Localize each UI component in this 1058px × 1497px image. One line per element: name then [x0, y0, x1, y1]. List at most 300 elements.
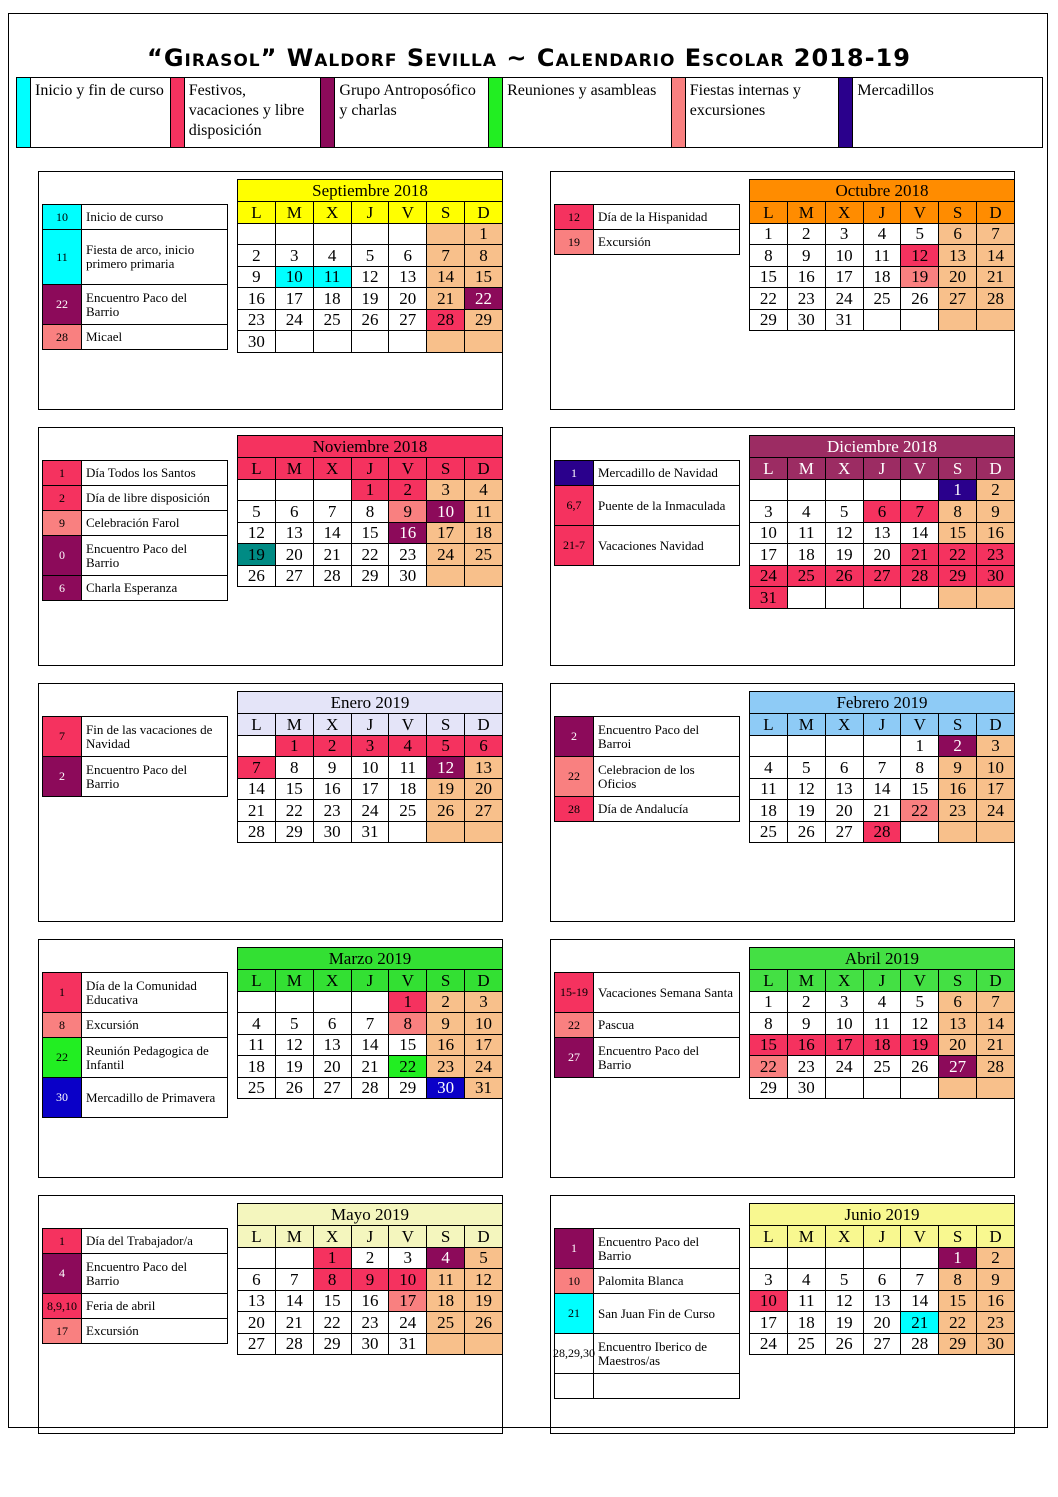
day-cell: 12 — [825, 522, 863, 544]
day-cell: 27 — [465, 800, 503, 822]
legend-swatch — [672, 78, 686, 147]
day-cell: 25 — [313, 309, 351, 331]
event-row — [554, 1294, 740, 1334]
event-day: 17 — [43, 1319, 81, 1343]
day-cell: 28 — [313, 565, 351, 587]
day-cell: 23 — [313, 800, 351, 822]
day-cell: 23 — [351, 1312, 389, 1334]
day-cell: 12 — [901, 1013, 939, 1035]
month-calendar — [749, 691, 1015, 843]
event-list — [554, 204, 740, 255]
empty-cell — [389, 331, 427, 353]
day-cell: 12 — [351, 266, 389, 288]
day-cell: 24 — [389, 1312, 427, 1334]
event-day: 22 — [43, 1038, 81, 1077]
weekday-header: L — [750, 202, 788, 224]
day-cell: 9 — [977, 501, 1015, 523]
day-cell: 14 — [901, 522, 939, 544]
weekday-header: V — [389, 202, 427, 224]
weekday-header: L — [238, 1226, 276, 1248]
day-cell: 11 — [787, 522, 825, 544]
event-label: San Juan Fin de Curso — [593, 1294, 739, 1333]
day-cell: 15 — [901, 778, 939, 800]
day-cell: 22 — [275, 800, 313, 822]
weekday-header: L — [750, 458, 788, 480]
event-day: 12 — [555, 205, 593, 229]
empty-cell — [238, 223, 276, 245]
day-cell: 6 — [275, 501, 313, 523]
month-panel — [38, 939, 503, 1178]
weekday-header: S — [939, 1226, 977, 1248]
day-cell: 2 — [313, 735, 351, 757]
day-cell: 13 — [939, 245, 977, 267]
day-cell: 8 — [939, 501, 977, 523]
day-cell: 12 — [238, 522, 276, 544]
weekday-header: D — [465, 202, 503, 224]
event-row — [42, 285, 228, 325]
day-cell: 17 — [977, 778, 1015, 800]
day-cell: 25 — [863, 1056, 901, 1078]
day-cell: 21 — [977, 1034, 1015, 1056]
weekday-header: S — [427, 202, 465, 224]
legend-swatch — [489, 78, 503, 147]
weekday-header: S — [939, 202, 977, 224]
day-cell: 30 — [427, 1077, 465, 1099]
weekday-header: J — [863, 202, 901, 224]
day-cell: 13 — [238, 1290, 276, 1312]
day-cell: 22 — [313, 1312, 351, 1334]
day-cell: 30 — [787, 1077, 825, 1099]
event-row — [554, 797, 740, 822]
day-cell: 15 — [351, 522, 389, 544]
day-cell: 18 — [863, 1034, 901, 1056]
event-row — [554, 526, 740, 566]
weekday-header: J — [351, 458, 389, 480]
day-cell: 9 — [351, 1269, 389, 1291]
weekday-header: V — [901, 970, 939, 992]
day-cell: 14 — [977, 245, 1015, 267]
day-cell: 27 — [825, 821, 863, 843]
empty-cell — [313, 991, 351, 1013]
day-cell: 25 — [750, 821, 788, 843]
day-cell: 14 — [863, 778, 901, 800]
day-cell: 16 — [427, 1034, 465, 1056]
day-cell: 17 — [389, 1290, 427, 1312]
event-label: Fiesta de arco, inicio primero primaria — [81, 230, 227, 284]
day-cell: 7 — [351, 1013, 389, 1035]
event-day: 28 — [43, 325, 81, 349]
event-day: 1 — [43, 461, 81, 485]
weekday-header: M — [787, 714, 825, 736]
weekday-header: J — [863, 458, 901, 480]
empty-cell — [863, 587, 901, 609]
day-cell: 27 — [238, 1333, 276, 1355]
month-calendar — [237, 947, 503, 1099]
day-cell: 11 — [787, 1290, 825, 1312]
empty-cell — [238, 991, 276, 1013]
month-panel — [550, 939, 1015, 1178]
day-cell: 2 — [389, 479, 427, 501]
day-cell: 21 — [863, 800, 901, 822]
day-cell: 10 — [427, 501, 465, 523]
empty-cell — [977, 821, 1015, 843]
day-cell: 4 — [313, 245, 351, 267]
day-cell: 20 — [939, 1034, 977, 1056]
day-cell: 11 — [238, 1034, 276, 1056]
event-label: Encuentro Paco del Barroi — [593, 717, 739, 756]
day-cell: 20 — [465, 778, 503, 800]
empty-cell — [901, 309, 939, 331]
day-cell: 24 — [750, 565, 788, 587]
event-day — [555, 1374, 593, 1398]
weekday-header: S — [939, 714, 977, 736]
weekday-header: M — [787, 970, 825, 992]
event-label: Encuentro Paco del Barrio — [81, 757, 227, 796]
day-cell: 20 — [939, 266, 977, 288]
empty-cell — [427, 1333, 465, 1355]
day-cell: 9 — [787, 245, 825, 267]
day-cell: 3 — [825, 991, 863, 1013]
day-cell: 21 — [427, 288, 465, 310]
day-cell: 10 — [351, 757, 389, 779]
day-cell: 8 — [901, 757, 939, 779]
event-row — [554, 1374, 740, 1399]
event-label: Día de Andalucía — [593, 797, 739, 821]
empty-cell — [275, 479, 313, 501]
empty-cell — [465, 1333, 503, 1355]
day-cell: 10 — [977, 757, 1015, 779]
day-cell: 21 — [901, 1312, 939, 1334]
event-day: 1 — [555, 1229, 593, 1268]
empty-cell — [787, 587, 825, 609]
day-cell: 28 — [863, 821, 901, 843]
day-cell: 12 — [901, 245, 939, 267]
day-cell: 7 — [901, 501, 939, 523]
event-list — [42, 460, 228, 601]
weekday-header: X — [825, 714, 863, 736]
day-cell: 9 — [238, 266, 276, 288]
weekday-header: D — [977, 970, 1015, 992]
event-row — [42, 717, 228, 757]
event-row — [42, 1319, 228, 1344]
event-row — [554, 973, 740, 1013]
day-cell: 21 — [351, 1056, 389, 1078]
empty-cell — [427, 223, 465, 245]
day-cell: 4 — [863, 991, 901, 1013]
day-cell: 13 — [465, 757, 503, 779]
legend-swatch — [321, 78, 335, 147]
day-cell: 8 — [275, 757, 313, 779]
event-day: 15-19 — [555, 973, 593, 1012]
day-cell: 28 — [977, 1056, 1015, 1078]
day-cell: 12 — [787, 778, 825, 800]
day-cell: 19 — [901, 266, 939, 288]
day-cell: 4 — [389, 735, 427, 757]
event-label: Celebración Farol — [81, 511, 227, 535]
event-label: Puente de la Inmaculada — [593, 486, 739, 525]
empty-cell — [750, 735, 788, 757]
event-label — [593, 1374, 739, 1398]
day-cell: 5 — [901, 223, 939, 245]
day-cell: 30 — [313, 821, 351, 843]
day-cell: 7 — [313, 501, 351, 523]
day-cell: 11 — [313, 266, 351, 288]
day-cell: 31 — [750, 587, 788, 609]
empty-cell — [351, 223, 389, 245]
month-title: Enero 2019 — [238, 692, 503, 714]
weekday-header: M — [275, 970, 313, 992]
event-row — [42, 757, 228, 797]
day-cell: 13 — [863, 522, 901, 544]
weekday-header: S — [939, 970, 977, 992]
event-day: 21-7 — [555, 526, 593, 565]
day-cell: 6 — [313, 1013, 351, 1035]
day-cell: 1 — [465, 223, 503, 245]
day-cell: 8 — [939, 1269, 977, 1291]
day-cell: 4 — [750, 757, 788, 779]
day-cell: 15 — [275, 778, 313, 800]
day-cell: 5 — [901, 991, 939, 1013]
day-cell: 9 — [389, 501, 427, 523]
day-cell: 15 — [313, 1290, 351, 1312]
weekday-header: S — [939, 458, 977, 480]
weekday-header: J — [351, 1226, 389, 1248]
month-title: Marzo 2019 — [238, 948, 503, 970]
empty-cell — [863, 479, 901, 501]
event-row — [42, 205, 228, 230]
event-list — [554, 460, 740, 566]
day-cell: 18 — [238, 1056, 276, 1078]
day-cell: 16 — [977, 522, 1015, 544]
day-cell: 27 — [863, 1333, 901, 1355]
day-cell: 8 — [389, 1013, 427, 1035]
empty-cell — [787, 1247, 825, 1269]
weekday-header: D — [465, 714, 503, 736]
legend-label: Festivos, vacaciones y libre disposición — [188, 82, 305, 139]
day-cell: 29 — [939, 1333, 977, 1355]
empty-cell — [238, 479, 276, 501]
weekday-header: M — [275, 202, 313, 224]
day-cell: 5 — [275, 1013, 313, 1035]
legend-item — [672, 78, 840, 147]
day-cell: 17 — [750, 1312, 788, 1334]
weekday-header: X — [825, 458, 863, 480]
event-label: Encuentro Iberico de Maestros/as — [593, 1334, 739, 1373]
legend-item — [321, 78, 489, 147]
empty-cell — [351, 991, 389, 1013]
event-row — [554, 1334, 740, 1374]
weekday-header: X — [825, 970, 863, 992]
weekday-header: J — [351, 714, 389, 736]
day-cell: 5 — [238, 501, 276, 523]
day-cell: 24 — [977, 800, 1015, 822]
day-cell: 26 — [465, 1312, 503, 1334]
day-cell: 19 — [351, 288, 389, 310]
event-row — [554, 205, 740, 230]
weekday-header: M — [275, 458, 313, 480]
day-cell: 3 — [275, 245, 313, 267]
day-cell: 29 — [939, 565, 977, 587]
day-cell: 23 — [977, 544, 1015, 566]
day-cell: 4 — [787, 1269, 825, 1291]
day-cell: 29 — [465, 309, 503, 331]
day-cell: 26 — [238, 565, 276, 587]
weekday-header: M — [787, 1226, 825, 1248]
empty-cell — [977, 309, 1015, 331]
day-cell: 18 — [313, 288, 351, 310]
day-cell: 3 — [351, 735, 389, 757]
weekday-header: S — [427, 1226, 465, 1248]
day-cell: 1 — [275, 735, 313, 757]
day-cell: 27 — [939, 288, 977, 310]
legend-label: Grupo Antroposófico y charlas — [339, 82, 476, 119]
day-cell: 3 — [750, 1269, 788, 1291]
day-cell: 26 — [427, 800, 465, 822]
day-cell: 7 — [275, 1269, 313, 1291]
event-row — [554, 230, 740, 255]
weekday-header: S — [427, 714, 465, 736]
day-cell: 1 — [351, 479, 389, 501]
day-cell: 12 — [275, 1034, 313, 1056]
month-title: Diciembre 2018 — [750, 436, 1015, 458]
day-cell: 16 — [939, 778, 977, 800]
day-cell: 22 — [939, 1312, 977, 1334]
weekday-header: L — [238, 970, 276, 992]
event-row — [42, 1229, 228, 1254]
day-cell: 2 — [238, 245, 276, 267]
weekday-header: L — [750, 970, 788, 992]
event-label: Celebracion de los Oficios — [593, 757, 739, 796]
weekday-header: J — [863, 714, 901, 736]
day-cell: 28 — [977, 288, 1015, 310]
empty-cell — [825, 1247, 863, 1269]
day-cell: 18 — [750, 800, 788, 822]
empty-cell — [427, 565, 465, 587]
day-cell: 2 — [977, 1247, 1015, 1269]
legend-swatch — [171, 78, 185, 147]
month-panel — [38, 1195, 503, 1434]
day-cell: 7 — [863, 757, 901, 779]
day-cell: 11 — [465, 501, 503, 523]
event-day: 19 — [555, 230, 593, 254]
weekday-header: L — [750, 714, 788, 736]
empty-cell — [465, 331, 503, 353]
event-label: Excursión — [593, 230, 739, 254]
event-day: 8,9,10 — [43, 1294, 81, 1318]
day-cell: 11 — [863, 1013, 901, 1035]
weekday-header: V — [389, 458, 427, 480]
day-cell: 21 — [977, 266, 1015, 288]
legend-label: Fiestas internas y excursiones — [689, 82, 801, 119]
day-cell: 16 — [389, 522, 427, 544]
event-row — [42, 1078, 228, 1118]
event-label: Micael — [81, 325, 227, 349]
day-cell: 9 — [787, 1013, 825, 1035]
day-cell: 25 — [863, 288, 901, 310]
weekday-header: X — [313, 458, 351, 480]
day-cell: 4 — [427, 1247, 465, 1269]
day-cell: 2 — [977, 479, 1015, 501]
day-cell: 17 — [427, 522, 465, 544]
day-cell: 26 — [825, 1333, 863, 1355]
weekday-header: L — [750, 1226, 788, 1248]
weekday-header: M — [787, 458, 825, 480]
empty-cell — [901, 821, 939, 843]
day-cell: 22 — [465, 288, 503, 310]
empty-cell — [389, 223, 427, 245]
legend-label: Inicio y fin de curso — [35, 82, 164, 99]
empty-cell — [275, 1247, 313, 1269]
day-cell: 16 — [313, 778, 351, 800]
event-day: 27 — [555, 1038, 593, 1077]
day-cell: 16 — [351, 1290, 389, 1312]
legend-swatch — [17, 78, 31, 147]
day-cell: 19 — [427, 778, 465, 800]
day-cell: 5 — [825, 501, 863, 523]
month-panel — [38, 683, 503, 922]
legend-item — [171, 78, 322, 147]
empty-cell — [901, 587, 939, 609]
empty-cell — [901, 479, 939, 501]
day-cell: 21 — [901, 544, 939, 566]
day-cell: 23 — [238, 309, 276, 331]
event-row — [42, 1038, 228, 1078]
weekday-header: L — [238, 458, 276, 480]
event-row — [42, 1254, 228, 1294]
day-cell: 12 — [427, 757, 465, 779]
day-cell: 29 — [750, 1077, 788, 1099]
event-list — [42, 972, 228, 1118]
month-panel — [550, 171, 1015, 410]
legend — [16, 77, 1043, 148]
day-cell: 26 — [901, 288, 939, 310]
empty-cell — [825, 1077, 863, 1099]
empty-cell — [825, 479, 863, 501]
day-cell: 2 — [787, 991, 825, 1013]
event-label: Pascua — [593, 1013, 739, 1037]
month-calendar — [237, 1203, 503, 1355]
day-cell: 20 — [238, 1312, 276, 1334]
day-cell: 15 — [750, 1034, 788, 1056]
day-cell: 27 — [863, 565, 901, 587]
day-cell: 6 — [389, 245, 427, 267]
empty-cell — [977, 1077, 1015, 1099]
event-label: Vacaciones Semana Santa — [593, 973, 739, 1012]
day-cell: 4 — [863, 223, 901, 245]
day-cell: 23 — [787, 288, 825, 310]
day-cell: 30 — [389, 565, 427, 587]
event-label: Encuentro Paco del Barrio — [593, 1229, 739, 1268]
day-cell: 23 — [939, 800, 977, 822]
day-cell: 1 — [750, 223, 788, 245]
event-label: Encuentro Paco del Barrio — [81, 536, 227, 575]
day-cell: 28 — [901, 1333, 939, 1355]
weekday-header: D — [977, 458, 1015, 480]
day-cell: 20 — [863, 1312, 901, 1334]
event-row — [42, 973, 228, 1013]
day-cell: 19 — [275, 1056, 313, 1078]
event-row — [554, 757, 740, 797]
month-panel — [38, 171, 503, 410]
weekday-header: X — [313, 202, 351, 224]
day-cell: 10 — [389, 1269, 427, 1291]
event-day: 10 — [555, 1269, 593, 1293]
event-label: Palomita Blanca — [593, 1269, 739, 1293]
day-cell: 16 — [238, 288, 276, 310]
empty-cell — [465, 565, 503, 587]
day-cell: 10 — [750, 522, 788, 544]
weekday-header: X — [825, 1226, 863, 1248]
